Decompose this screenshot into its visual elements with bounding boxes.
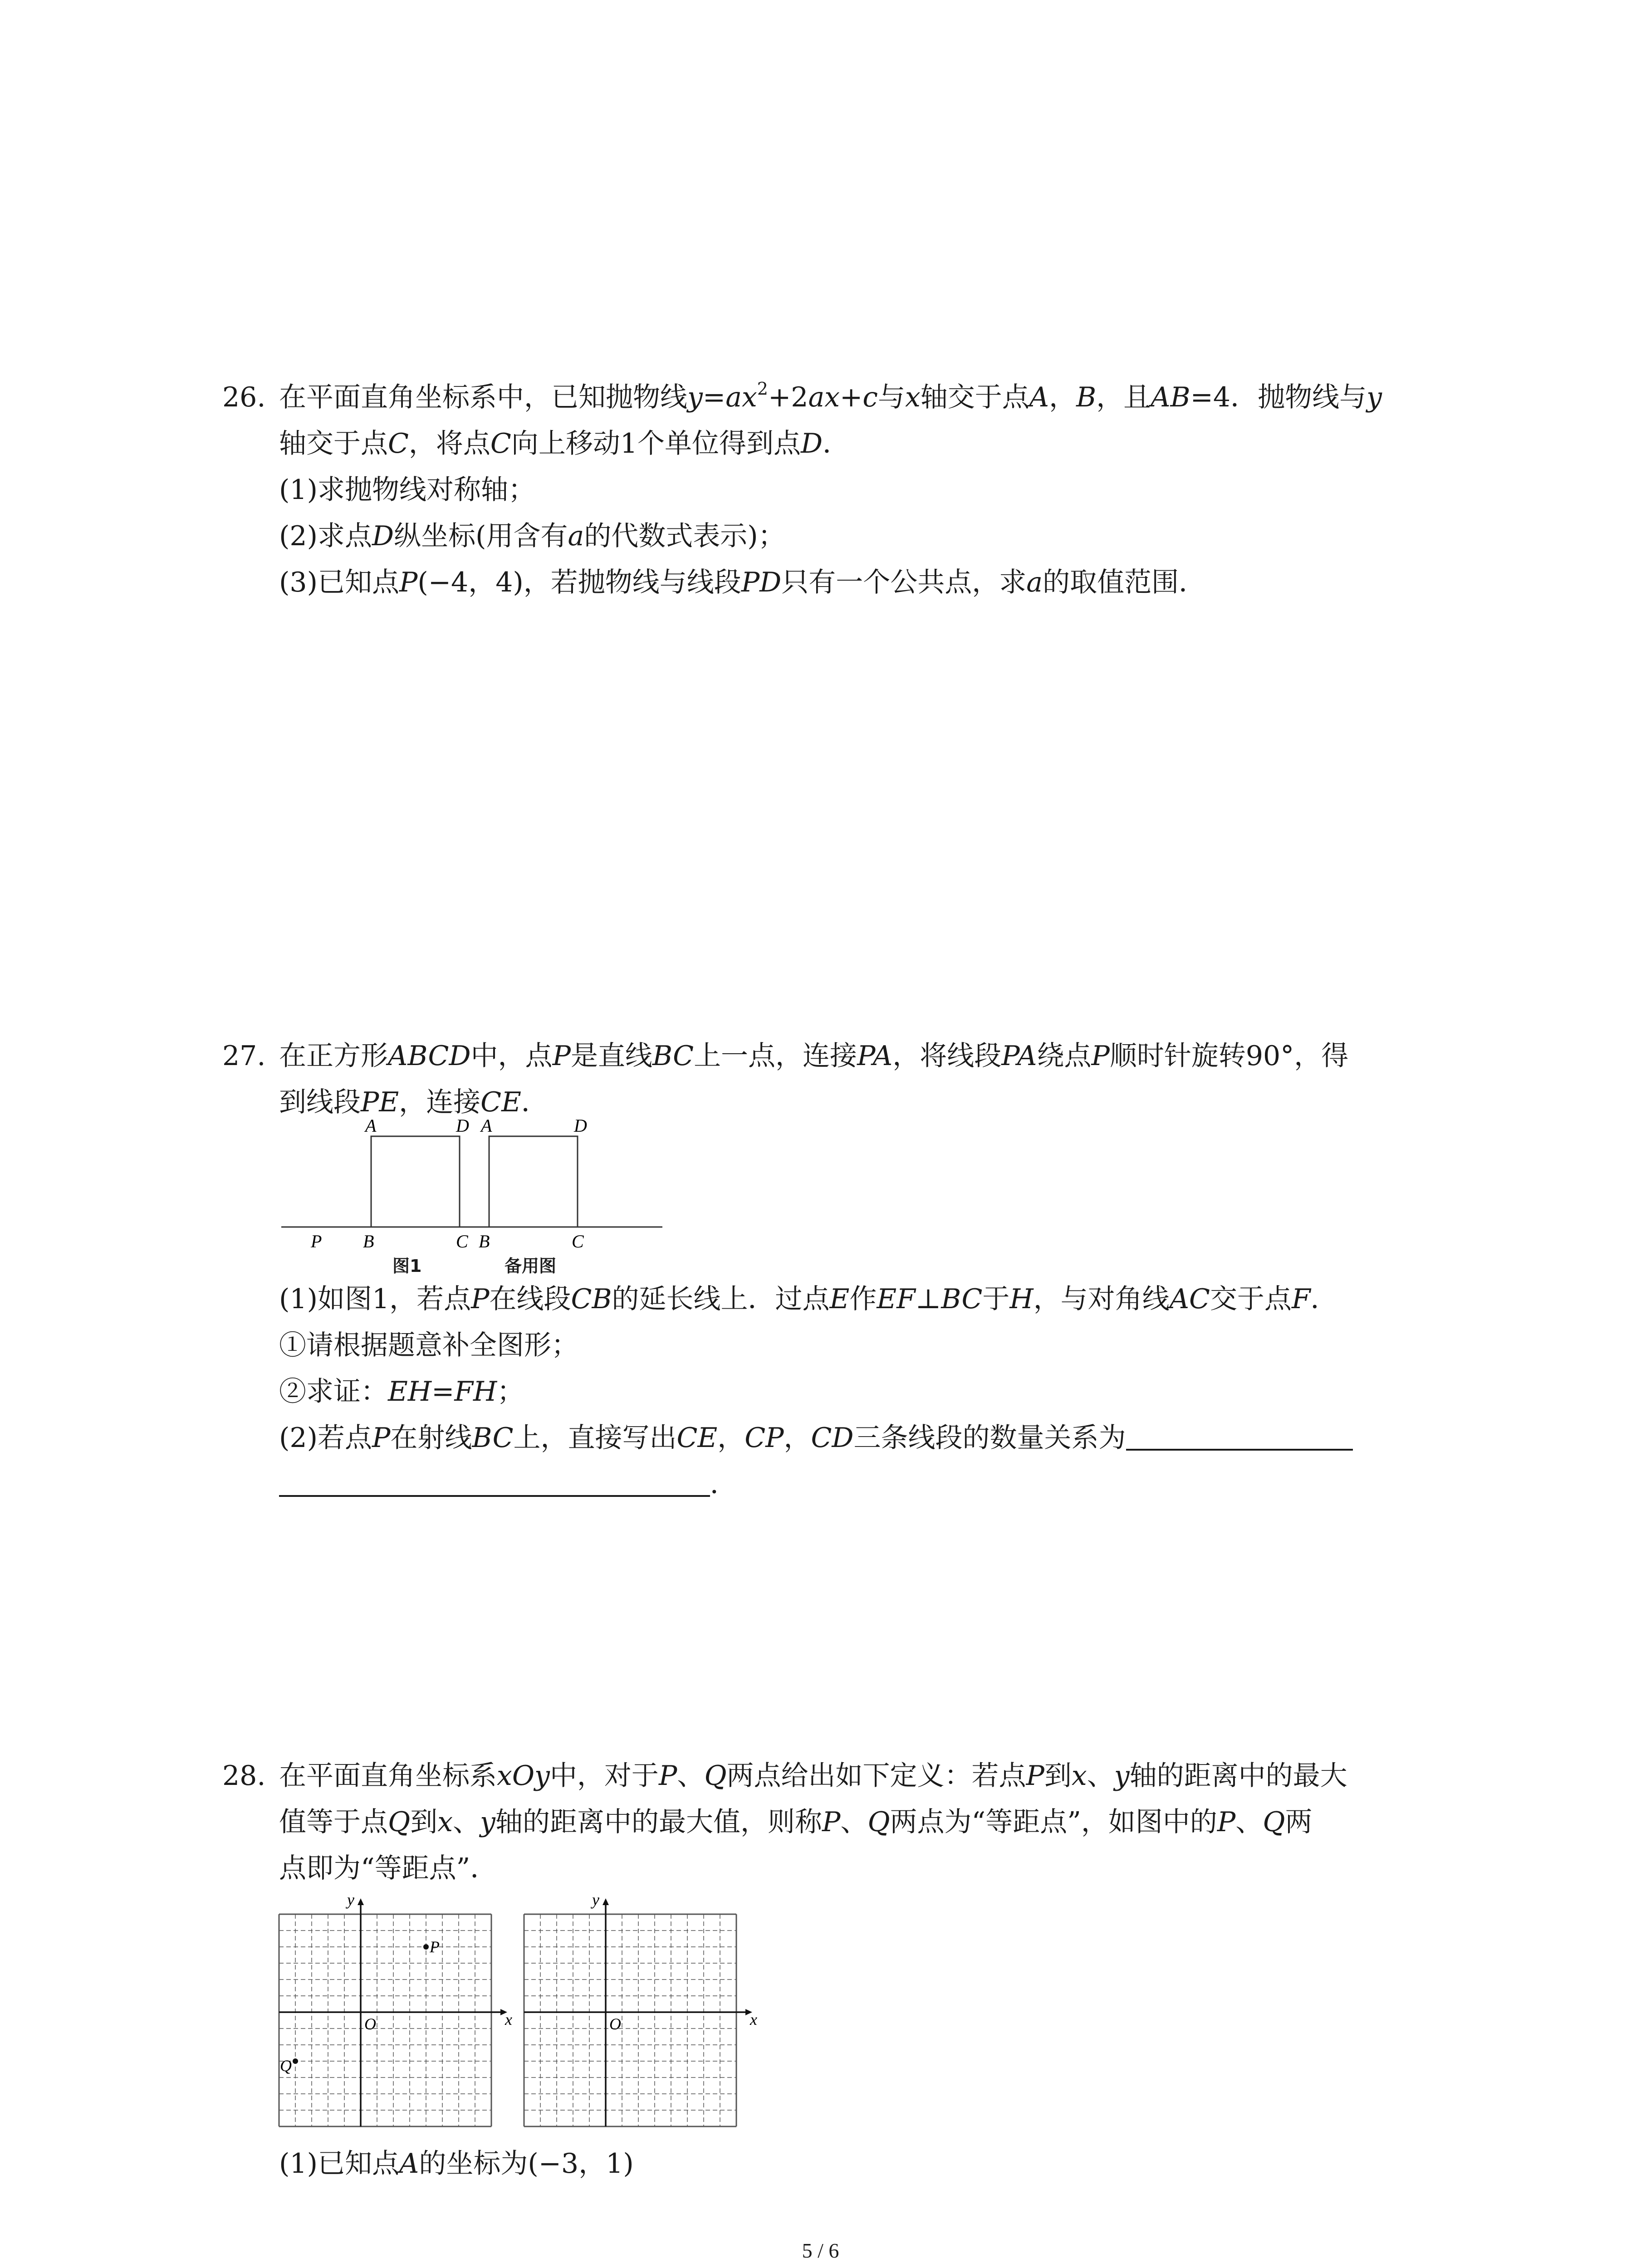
x-axis-label: x (505, 2010, 512, 2028)
y-axis-arrow (603, 1898, 609, 1905)
q28-part-1: (1)已知点A的坐标为(−3，1) (279, 2148, 634, 2180)
fig1-label-P: P (311, 1231, 322, 1251)
page-number: 5 / 6 (802, 2239, 839, 2262)
q27-figures (272, 1116, 671, 1284)
x-axis-label: x (750, 2010, 757, 2028)
point-Q-label: Q (280, 2057, 292, 2075)
y-axis-arrow (358, 1898, 364, 1905)
answer-blank-1[interactable] (1126, 1449, 1353, 1451)
point-Q (293, 2058, 298, 2064)
q26-line-2: 轴交于点C，将点C向上移动1个单位得到点D． (279, 428, 850, 459)
fig1-label-A: A (365, 1116, 377, 1136)
fig1-label-C: C (456, 1231, 468, 1251)
q27-sub-1: (1)如图1，若点P在线段CB的延长线上．过点E作EF⊥BC于H，与对角线AC交于点F． (279, 1283, 1338, 1315)
fig1-label-D: D (456, 1116, 469, 1136)
q28-grid-2 (499, 1887, 771, 2141)
q26-line-1: 在平面直角坐标系中，已知抛物线$y=ax^2+2ax+c$与x轴交于点A，B，且AB=4．抛物线与y (279, 379, 1382, 413)
origin-label: O (364, 2015, 376, 2033)
q27-square-1 (371, 1136, 460, 1227)
fig2-label-D: D (574, 1116, 587, 1136)
origin-label: O (609, 2015, 621, 2033)
y-axis-label: y (592, 1891, 599, 1909)
q27-number: 27. (222, 1040, 266, 1072)
q27-item-2: ②求证：EH=FH； (279, 1376, 524, 1408)
q26-part-1: (1)求抛物线对称轴； (279, 474, 535, 506)
q28-grid-1 (254, 1887, 526, 2141)
q28-number: 28. (222, 1760, 266, 1792)
q27-fig1-caption: 图1 (392, 1256, 422, 1276)
point-P-label: P (430, 1938, 440, 1956)
fig2-label-B: B (479, 1231, 490, 1251)
q26-number: 26. (222, 381, 266, 413)
q27-sub-2: (2)若点P在射线BC上，直接写出CE，CP，CD三条线段的数量关系为 (279, 1420, 1353, 1456)
q27-line-2: 到线段PE，连接CE． (279, 1086, 549, 1118)
q28-line-1: 在平面直角坐标系xOy中，对于P、Q两点给出如下定义：若点P到x、y轴的距离中的最大 (279, 1760, 1347, 1792)
fig2-label-A: A (481, 1116, 492, 1136)
q28-line-3: 点即为“等距点”． (279, 1853, 498, 1884)
q27-square-2 (489, 1136, 578, 1227)
point-P (423, 1944, 429, 1950)
q27-item-1: ①请根据题意补全图形； (279, 1330, 578, 1361)
y-axis-label: y (347, 1891, 354, 1909)
q26-part-3: (3)已知点P(−4，4)，若抛物线与线段PD只有一个公共点，求a的取值范围． (279, 567, 1206, 598)
fig2-label-C: C (572, 1231, 584, 1251)
q27-line-1: 在正方形ABCD中，点P是直线BC上一点，连接PA，将线段PA绕点P顺时针旋转90°，得 (279, 1040, 1349, 1072)
q28-line-2: 值等于点Q到x、y轴的距离中的最大值，则称P、Q两点为“等距点”，如图中的P、Q两 (279, 1806, 1313, 1838)
q27-fig2-caption: 备用图 (505, 1256, 557, 1276)
fig1-label-B: B (363, 1231, 374, 1251)
q26-part-2: (2)求点D纵坐标(用含有a的代数式表示)； (279, 520, 785, 552)
answer-blank-2[interactable] (279, 1495, 710, 1497)
q27-sub-2-cont: ． (279, 1466, 737, 1502)
